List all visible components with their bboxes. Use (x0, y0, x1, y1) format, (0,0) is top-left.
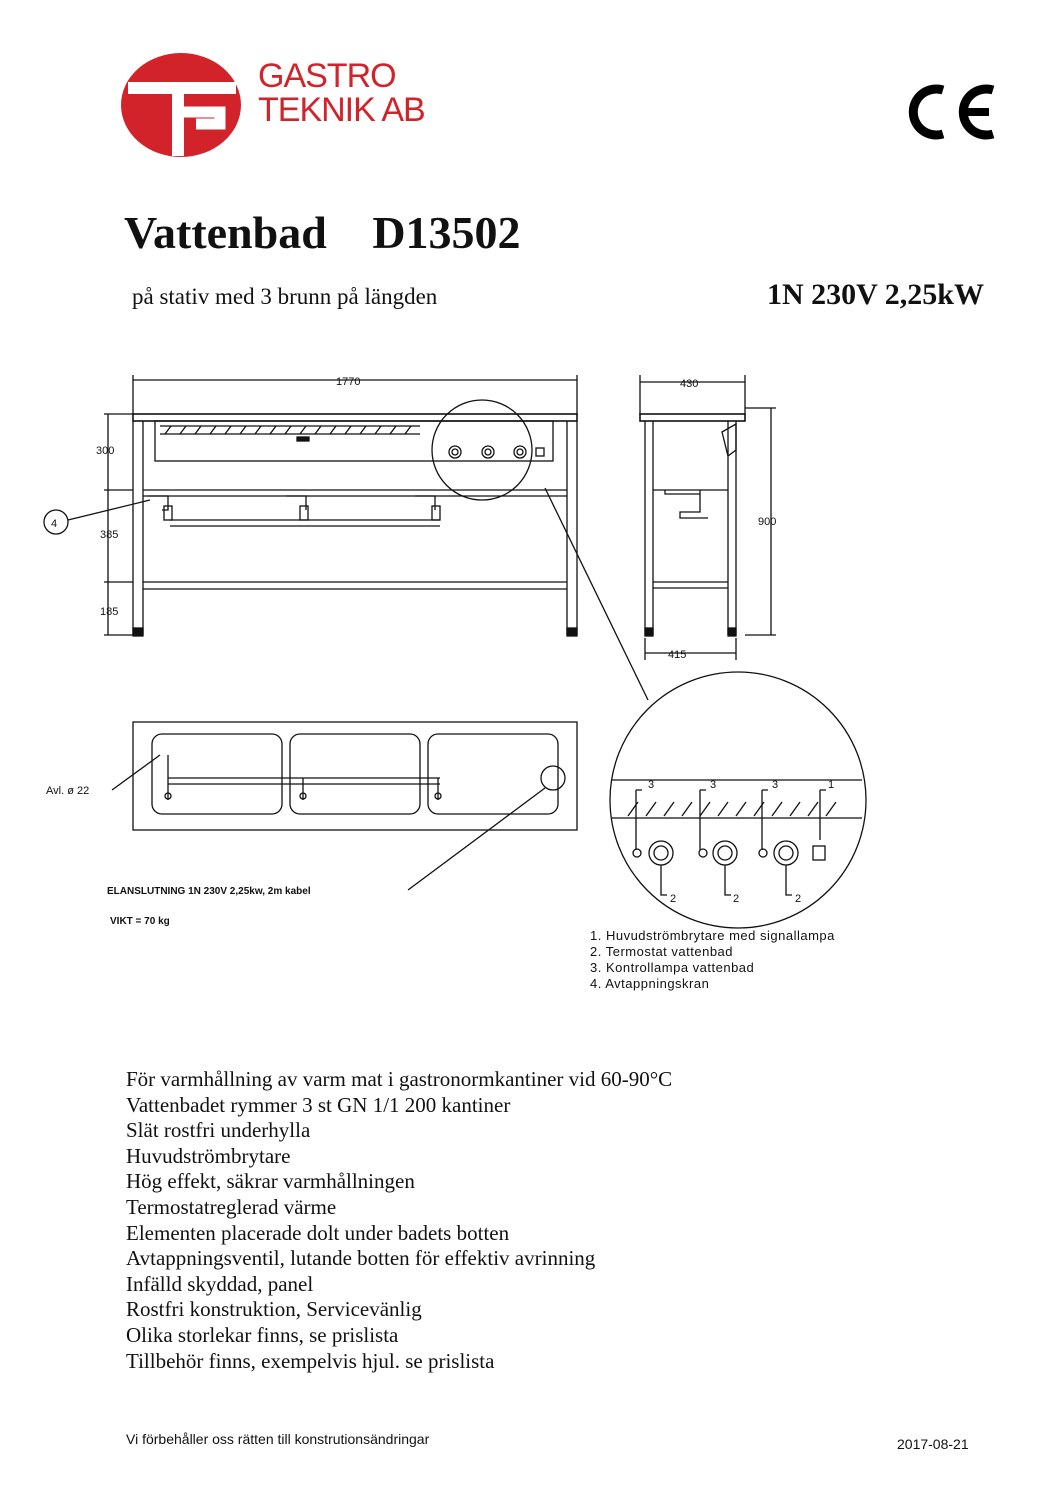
ce-mark (905, 82, 1000, 147)
legend-item: 3. Kontrollampa vattenbad (590, 960, 755, 975)
footer-date: 2017-08-21 (897, 1436, 969, 1452)
feature-item: Rostfri konstruktion, Servicevänlig (126, 1297, 422, 1322)
dim-length: 1770 (336, 376, 361, 388)
feature-item: Huvudströmbrytare (126, 1143, 291, 1168)
feature-item: Hög effekt, säkrar varmhållningen (126, 1169, 415, 1194)
logo-emblem (120, 52, 244, 162)
dim-height-total: 900 (758, 516, 777, 528)
drain-label: Avl. ø 22 (46, 785, 90, 797)
front-view (44, 375, 648, 700)
legend-item: 2. Termostat vattenbad (590, 944, 734, 959)
feature-item: Olika storlekar finns, se prislista (126, 1322, 399, 1347)
feature-list (126, 1067, 672, 1374)
detail-label-2a: 2 (670, 893, 677, 905)
feature-item: Slät rostfri underhylla (126, 1118, 311, 1143)
feature-item: Vattenbadet rymmer 3 st GN 1/1 200 kantiner (126, 1092, 511, 1117)
product-title (124, 206, 521, 259)
callout-4-label: 4 (51, 518, 58, 530)
ce-mark-icon (905, 82, 1000, 142)
technical-drawing (0, 370, 1058, 930)
company-name-line2: TEKNIK AB (258, 91, 425, 129)
product-subtitle: på stativ med 3 brunn på längden (132, 284, 438, 309)
detail-label-2c: 2 (795, 893, 802, 905)
product-model: D13502 (372, 207, 521, 258)
footer-disclaimer: Vi förbehåller oss rätten till konstrutionsändringar (126, 1431, 430, 1447)
feature-item: För varmhållning av varm mat i gastronormkantiner vid 60-90°C (126, 1067, 673, 1091)
weight-spec: VIKT = 70 kg (110, 916, 170, 927)
detail-label-1: 1 (828, 779, 835, 791)
electrical-spec: ELANSLUTNING 1N 230V 2,25kw, 2m kabel (107, 886, 311, 897)
dim-upper: 300 (96, 445, 115, 457)
feature-item: Elementen placerade dolt under badets botten (126, 1220, 510, 1245)
product-name: Vattenbad (124, 207, 327, 258)
control-panel-detail (610, 672, 866, 928)
legend (590, 928, 835, 992)
side-view (640, 375, 776, 660)
legend-item: 4. Avtappningskran (590, 976, 710, 991)
dim-depth-bottom: 415 (668, 649, 687, 661)
detail-label-3a: 3 (648, 779, 655, 791)
company-logo (120, 52, 480, 162)
feature-item: Tillbehör finns, exempelvis hjul. se prislista (126, 1348, 495, 1373)
top-view (112, 722, 577, 890)
detail-label-2b: 2 (733, 893, 740, 905)
feature-item: Infälld skyddad, panel (126, 1271, 314, 1296)
power-rating: 1N 230V 2,25kW (767, 278, 984, 311)
dim-lower: 185 (100, 606, 119, 618)
detail-label-3c: 3 (772, 779, 779, 791)
feature-item: Avtappningsventil, lutande botten för effektiv avrinning (126, 1246, 596, 1271)
legend-item: 1. Huvudströmbrytare med signallampa (590, 928, 835, 943)
company-name-line1: GASTRO (258, 57, 396, 95)
dim-depth-top: 430 (680, 378, 699, 390)
dim-middle: 385 (100, 529, 119, 541)
detail-label-3b: 3 (710, 779, 717, 791)
feature-item: Termostatreglerad värme (126, 1194, 337, 1219)
